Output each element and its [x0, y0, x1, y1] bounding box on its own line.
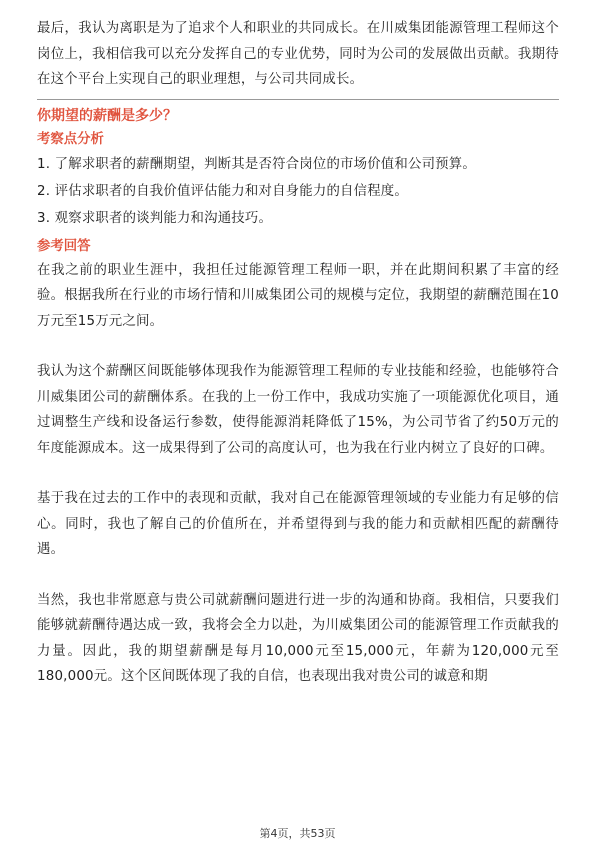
paragraph-gap — [37, 334, 559, 359]
analysis-item: 1. 了解求职者的薪酬期望，判断其是否符合岗位的市场价值和公司预算。 — [37, 156, 476, 172]
paragraph-gap — [37, 563, 559, 588]
question-heading: 你期望的薪酬是多少？ — [37, 107, 177, 124]
answer-paragraph: 当然，我也非常愿意与贵公司就薪酬问题进行进一步的沟通和协商。我相信，只要我们能够就薪酬待遇达成一致，我将会全力以赴，为川威集团公司的能源管理工作贡献我的力量。因此，我的期望薪酬是每月10,000元至15,000元，年薪为120,000元至180,000元。这个区间既体现了我的自信，也表现出我对贵公司的诚意和期 — [37, 592, 559, 684]
analysis-item: 3. 观察求职者的谈判能力和沟通技巧。 — [37, 210, 273, 226]
section-divider — [37, 99, 559, 100]
intro-paragraph: 最后，我认为离职是为了追求个人和职业的共同成长。在川威集团能源管理工程师这个岗位上，我相信我可以充分发挥自己的专业优势，同时为公司的发展做出贡献。我期待在这个平台上实现自己的职业理想，与公司共同成长。 — [37, 21, 559, 87]
page-number: 第4页，共53页 — [259, 827, 336, 840]
answer-paragraph: 我认为这个薪酬区间既能够体现我作为能源管理工程师的专业技能和经验，也能够符合川威集团公司的薪酬体系。在我的上一份工作中，我成功实施了一项能源优化项目，通过调整生产线和设备运行参数，使得能源消耗降低了15%，为公司节省了约50万元的年度能源成本。这一成果得到了公司的高度认可，也为我在行业内树立了良好的口碑。 — [37, 364, 559, 456]
answer-paragraph: 在我之前的职业生涯中，我担任过能源管理工程师一职，并在此期间积累了丰富的经验。根据我所在行业的市场行情和川威集团公司的规模与定位，我期望的薪酬范围在10万元至15万元之间。 — [37, 262, 559, 329]
analysis-title: 考察点分析 — [37, 131, 104, 147]
analysis-item: 2. 评估求职者的自我价值评估能力和对自身能力的自信程度。 — [37, 183, 408, 199]
analysis-list — [37, 151, 559, 232]
paragraph-gap — [37, 461, 559, 486]
answer-paragraph: 基于我在过去的工作中的表现和贡献，我对自己在能源管理领域的专业能力有足够的信心。同时，我也了解自己的价值所在，并希望得到与我的能力和贡献相匹配的薪酬待遇。 — [37, 491, 559, 557]
answer-title: 参考回答 — [37, 238, 91, 254]
document-page — [37, 16, 559, 690]
